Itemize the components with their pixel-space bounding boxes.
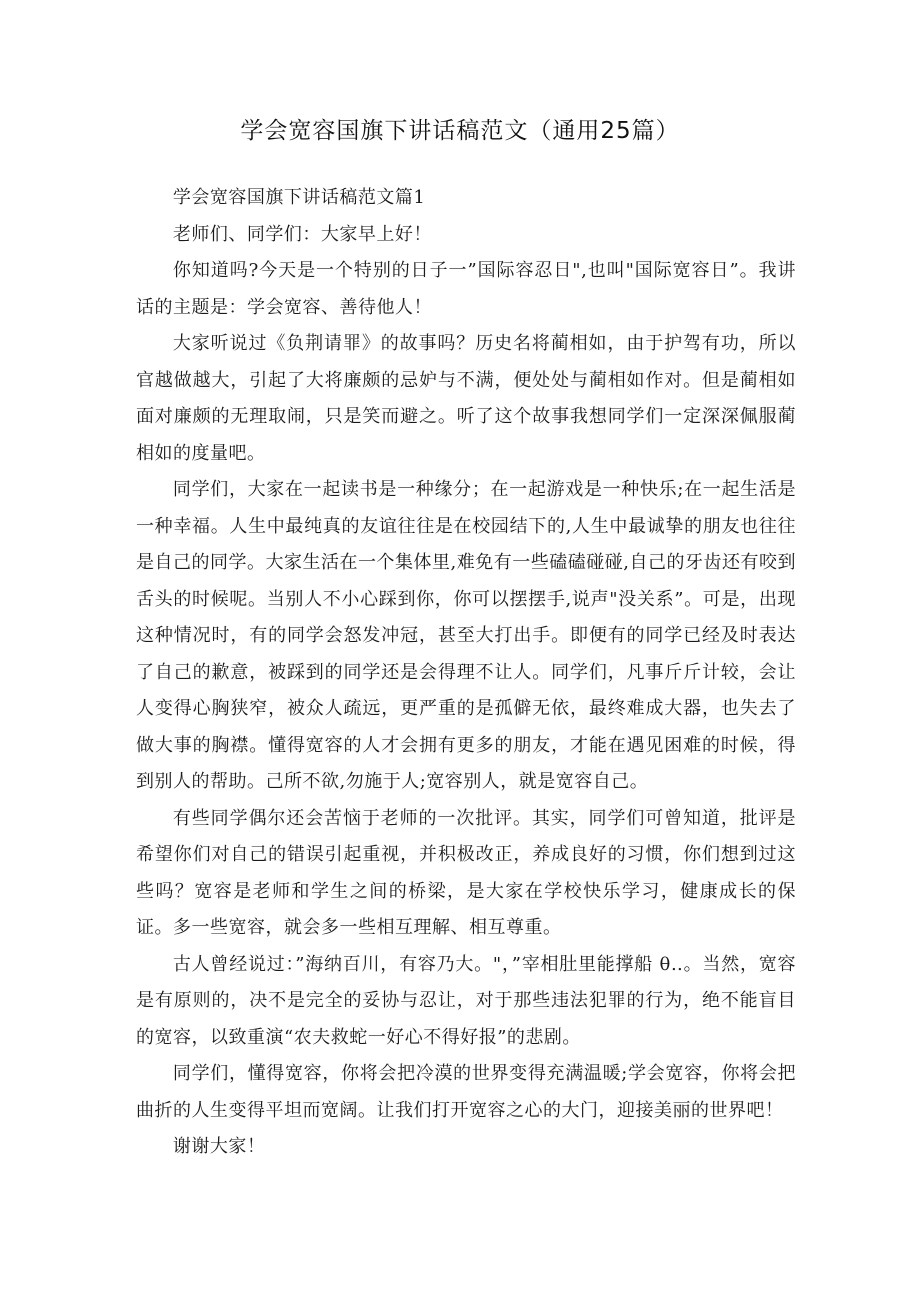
body-paragraph: 同学们，懂得宽容，你将会把冷漠的世界变得充满温暖;学会宽容，你将会把曲折的人生变得平坦而宽阔。让我们打开宽容之心的大门，迎接美丽的世界吧！: [136, 1063, 796, 1121]
document-title: 学会宽容国旗下讲话稿范文（通用25篇）: [240, 118, 680, 144]
greeting-paragraph: 老师们、同学们：大家早上好！: [172, 223, 432, 245]
closing-paragraph: 谢谢大家！: [172, 1136, 266, 1157]
body-paragraph: 你知道吗?今天是一个特别的日子一”国际容忍日",也叫"国际宽容日”。我讲话的主题是：学会宽容、善待他人！: [136, 260, 796, 318]
body-paragraph: 同学们，大家在一起读书是一种缘分；在一起游戏是一种快乐;在一起生活是一种幸福。人生中最纯真的友谊往往是在校园结下的,人生中最诚挚的朋友也往往是自己的同学。大家生活在一个集体里,难免有一些磕磕碰碰,自己的牙齿还有咬到舌头的时候呢。当别人不小心踩到你，你可以摆摆手,说声"没关系”。可是，出现这种情况时，有的同学会怒发冲冠，甚至大打出手。即便有的同学已经及时表达了自己的歉意，被踩到的同学还是会得理不让人。同学们，凡事斤斤计较，会让人变得心胸狭窄，被众人疏远，更严重的是孤僻无依，最终难成大器，也失去了做大事的胸襟。懂得宽容的人才会拥有更多的朋友，才能在遇见困难的时候，得到别人的帮助。己所不欲,勿施于人;宽容别人，就是宽容自己。: [136, 479, 796, 792]
document-body: [136, 180, 796, 1166]
body-paragraph: 有些同学偶尔还会苦恼于老师的一次批评。其实，同学们可曾知道，批评是希望你们对自己的错误引起重视，并积极改正，养成良好的习惯，你们想到过这些吗？宽容是老师和学生之间的桥梁，是大家在学校快乐学习，健康成长的保证。多一些宽容，就会多一些相互理解、相互尊重。: [136, 807, 796, 938]
body-paragraph: 大家听说过《负荆请罪》的故事吗？历史名将蔺相如，由于护驾有功，所以官越做越大，引起了大将廉颇的忌妒与不满，便处处与蔺相如作对。但是蔺相如面对廉颇的无理取闹，只是笑而避之。听了这个故事我想同学们一定深深佩服蔺相如的度量吧。: [136, 333, 796, 464]
section-heading: 学会宽容国旗下讲话稿范文篇1: [172, 187, 426, 208]
body-paragraph: 古人曾经说过：”海纳百川，有容乃大。"，”宰相肚里能撑船 θ‥。当然，宽容是有原则的，决不是完全的妥协与忍让，对于那些违法犯罪的行为，绝不能盲目的宽容，以致重演“农夫救蛇一好心不得好报”的悲剧。: [136, 953, 796, 1048]
